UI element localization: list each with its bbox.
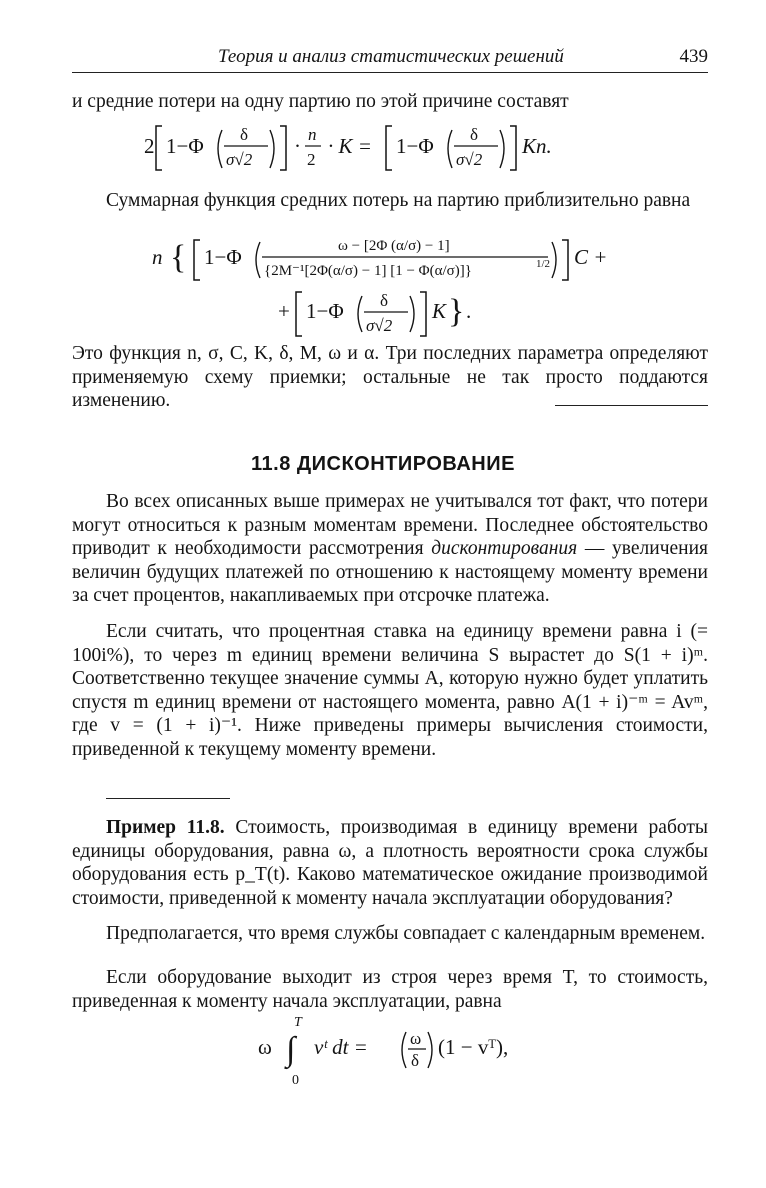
f1-sigma-sqrt2: σ√2 [226,150,253,169]
example-text: Стоимость, производимая в единицу времени работы единицы оборудования, равна ω, а плотность вероятности срока службы оборудования есть p_T(t). Каково математическое ожидание производимой стоимости, приведенной к моменту начала эксплуатации оборудования? [72,817,708,909]
f2-plus: + [278,299,290,323]
f2-brace-close: } [448,293,465,330]
paragraph-equipment-failure: Если оборудование выходит из строя через время T, то стоимость, приведенная к моменту начала эксплуатации, равна [72,967,708,1012]
page-number: 439 [679,46,708,67]
f2-period: . [466,299,472,323]
f1-bracket-open [156,126,162,170]
f1-bracket2-open [386,126,392,170]
f3-integral: ∫ [286,1031,296,1068]
f3-lower: 0 [292,1073,299,1088]
paragraph-average-losses: и средние потери на одну партию по этой причине составят [72,91,569,112]
header-rule [72,72,708,73]
f2-one-minus-phi: 1−Φ [204,245,242,269]
example-separator-rule [106,798,230,799]
f3-delta-frac: δ [411,1051,420,1070]
f1-sigma-sqrt2-2: σ√2 [456,150,483,169]
example-label: Пример 11.8. [106,817,225,838]
f2-sigma-sqrt2: σ√2 [366,316,393,335]
f2-bracket2-open [296,292,302,336]
f3-integrand: vᵗ dt = [314,1035,368,1059]
f2-K: K [432,299,447,323]
f2-brace-open: { [170,239,187,276]
term-discounting: дисконтирования [431,538,578,559]
formula-total-losses [148,232,628,344]
section-heading: 11.8 ДИСКОНТИРОВАНИЕ [251,453,515,475]
f1-den2: 2 [307,150,316,169]
paragraph-interest-rate: Если считать, что процентная ставка на единицу времени равна i (= 100i%), то через m единиц времени величина S вырастет до S(1 + i)ᵐ. Соответственно текущее значение суммы A, которую нужно будет уплатить спустя m единиц времени от настоящего момента, равно A(1 + i)⁻ᵐ = Avᵐ, где v = (1 + i)⁻¹. Ниже приведены примеры вычисления стоимости, приведенной к текущему моменту времени. [72,621,708,760]
example-11-8 [72,816,708,910]
p4-after: — увеличения величин будущих платежей по отношению к настоящему моменту времени за счет процентов, накапливаемых при отсрочке платежа. [72,538,708,606]
f2-paren-close [552,242,556,278]
f3-omega: ω [258,1035,272,1059]
p4-before: Во всех описанных выше примерах не учитывался тот факт, что потери могут относиться к разным моментам времени. Последнее обстоятельство приводит к необходимости рассмотрения [72,491,708,559]
formula-integral [256,1012,516,1088]
paragraph-discounting-intro [72,490,708,608]
formula-losses-per-batch [140,118,620,176]
f1-dot: · [294,134,301,158]
paragraph-function-params: Это функция n, σ, C, K, δ, M, ω и α. Три последних параметра определяют применяемую схему приемки; остальные не так просто поддаются изменению. [72,343,708,411]
f2-denominator: {2M⁻¹[2Φ(α/σ) − 1] [1 − Φ(α/σ)]} [264,263,472,279]
f1-paren2-close [500,130,504,168]
f2-C-plus: C + [574,245,608,269]
running-title: Теория и анализ статистических решений [218,46,564,67]
f1-Kn: Kn. [522,134,552,158]
f3-paren-open [402,1032,406,1068]
f1-one-minus-phi-2: 1−Φ [396,134,434,158]
running-head [72,46,708,72]
f1-paren-open [218,130,222,168]
paragraph-total-function: Суммарная функция средних потерь на партию приблизительно равна [106,190,691,211]
f2-paren2-close [410,296,414,332]
f1-paren-close [270,130,274,168]
f3-upper: T [294,1015,302,1030]
f3-omega-frac: ω [410,1029,422,1048]
f2-bracket-open [194,240,200,280]
f1-two: 2 [144,134,155,158]
f2-numerator: ω − [2Φ (α/σ) − 1] [338,238,450,254]
f1-delta-2: δ [470,125,479,144]
end-of-section-rule [555,405,708,406]
f1-bracket-close [280,126,286,170]
f1-one-minus-phi: 1−Φ [166,134,204,158]
f2-one-minus-phi-2: 1−Φ [306,299,344,323]
f2-paren2-open [358,296,362,332]
f1-K-eq: · K = [328,134,372,158]
f1-n: n [308,125,317,144]
f1-delta: δ [240,125,249,144]
f2-paren-open [256,242,260,278]
f3-paren-close [428,1032,432,1068]
f2-delta: δ [380,291,389,310]
f2-denominator-exp: 1/2 [536,258,551,270]
paragraph-service-time: Предполагается, что время службы совпадает с календарным временем. [106,923,706,944]
f2-bracket2-close [420,292,426,336]
f3-rest: (1 − vᵀ), [438,1035,509,1059]
f1-paren2-open [448,130,452,168]
f2-n: n [152,245,163,269]
f2-bracket-close [562,240,568,280]
f1-bracket2-close [510,126,516,170]
